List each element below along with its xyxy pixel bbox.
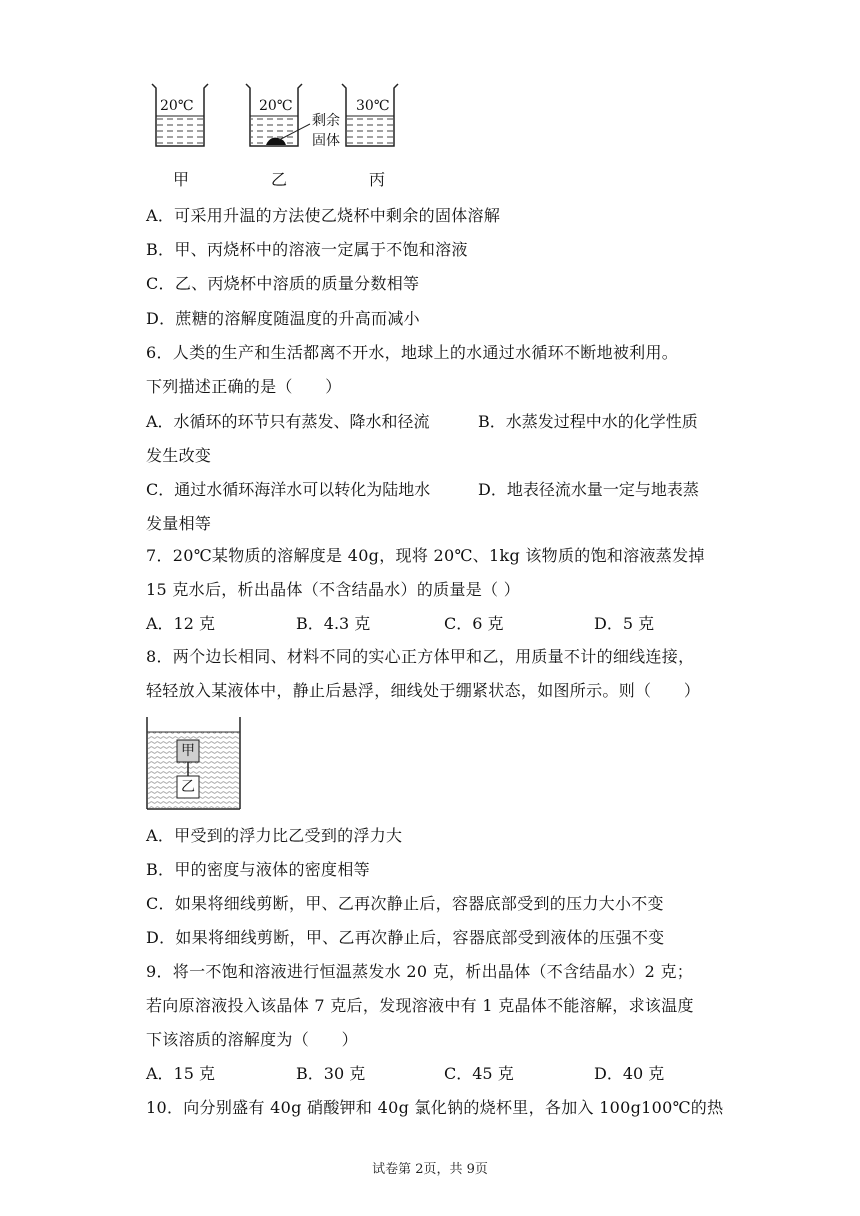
q7-option-b: B．4.3 克 <box>296 614 371 633</box>
beaker-bing-label: 丙 <box>369 170 386 189</box>
q9-stem-1: 9．将一不饱和溶液进行恒温蒸发水 20 克，析出晶体（不含结晶水）2 克； <box>146 962 694 981</box>
q8-option-a: A．甲受到的浮力比乙受到的浮力大 <box>146 826 403 845</box>
container-figure <box>144 715 244 815</box>
q8-option-c: C．如果将细线剪断，甲、乙再次静止后，容器底部受到的压力大小不变 <box>146 894 664 913</box>
page-footer: 试卷第 2页，共 9页 <box>372 1162 488 1177</box>
q9-stem-3: 下该溶质的溶解度为（ ） <box>146 1030 358 1049</box>
q6-stem-1: 6．人类的生产和生活都离不开水，地球上的水通过水循环不断地被利用。 <box>146 343 679 362</box>
q10-stem-1: 10．向分别盛有 40g 硝酸钾和 40g 氯化钠的烧杯里，各加入 100g100℃的热 <box>146 1098 724 1117</box>
q6-option-b-cont: 发生改变 <box>146 446 212 465</box>
beaker-yi-label: 乙 <box>271 170 288 189</box>
q8-option-d: D．如果将细线剪断，甲、乙再次静止后，容器底部受到液体的压强不变 <box>146 928 665 947</box>
q8-stem-1: 8．两个边长相同、材料不同的实心正方体甲和乙，用质量不计的细线连接， <box>146 647 695 666</box>
q8-stem-2: 轻轻放入某液体中，静止后悬浮，细线处于绷紧状态，如图所示。则（ ） <box>146 681 701 700</box>
q5-option-b: B．甲、丙烧杯中的溶液一定属于不饱和溶液 <box>146 240 468 259</box>
q5-option-a: A．可采用升温的方法使乙烧杯中剩余的固体溶解 <box>146 206 501 225</box>
block-yi-label: 乙 <box>181 779 195 795</box>
q5-option-c: C．乙、丙烧杯中溶质的质量分数相等 <box>146 274 420 293</box>
q9-option-c: C．45 克 <box>444 1064 514 1083</box>
q7-option-d: D．5 克 <box>594 614 655 633</box>
beaker-jia-temp: 20℃ <box>160 98 194 114</box>
beaker-bing-temp: 30℃ <box>356 98 390 114</box>
q8-option-b: B．甲的密度与液体的密度相等 <box>146 860 370 879</box>
q6-option-d-cont: 发量相等 <box>146 514 212 533</box>
q6-option-d: D．地表径流水量一定与地表蒸 <box>478 480 699 499</box>
beaker-jia-label: 甲 <box>173 170 190 189</box>
beaker-yi-annotation-2: 固体 <box>312 133 340 149</box>
q9-option-d: D．40 克 <box>594 1064 665 1083</box>
q7-stem-2: 15 克水后，析出晶体（不含结晶水）的质量是（ ） <box>146 580 521 599</box>
q7-stem-1: 7．20℃某物质的溶解度是 40g，现将 20℃、1kg 该物质的饱和溶液蒸发掉 <box>146 546 705 565</box>
q7-option-c: C．6 克 <box>444 614 504 633</box>
block-jia-label: 甲 <box>181 743 195 759</box>
beaker-yi-annotation-1: 剩余 <box>312 113 340 129</box>
q6-option-c: C．通过水循环海洋水可以转化为陆地水 <box>146 480 431 499</box>
beaker-figure <box>146 80 446 155</box>
q9-option-b: B．30 克 <box>296 1064 366 1083</box>
q6-stem-2: 下列描述正确的是（ ） <box>146 377 342 396</box>
q6-option-a: A．水循环的环节只有蒸发、降水和径流 <box>146 412 430 431</box>
q9-stem-2: 若向原溶液投入该晶体 7 克后，发现溶液中有 1 克晶体不能溶解，求该温度 <box>146 996 694 1015</box>
beaker-yi-temp: 20℃ <box>259 98 293 114</box>
q7-option-a: A．12 克 <box>146 614 216 633</box>
q6-option-b: B．水蒸发过程中水的化学性质 <box>478 412 698 431</box>
q5-option-d: D．蔗糖的溶解度随温度的升高而减小 <box>146 309 420 328</box>
q9-option-a: A．15 克 <box>146 1064 216 1083</box>
